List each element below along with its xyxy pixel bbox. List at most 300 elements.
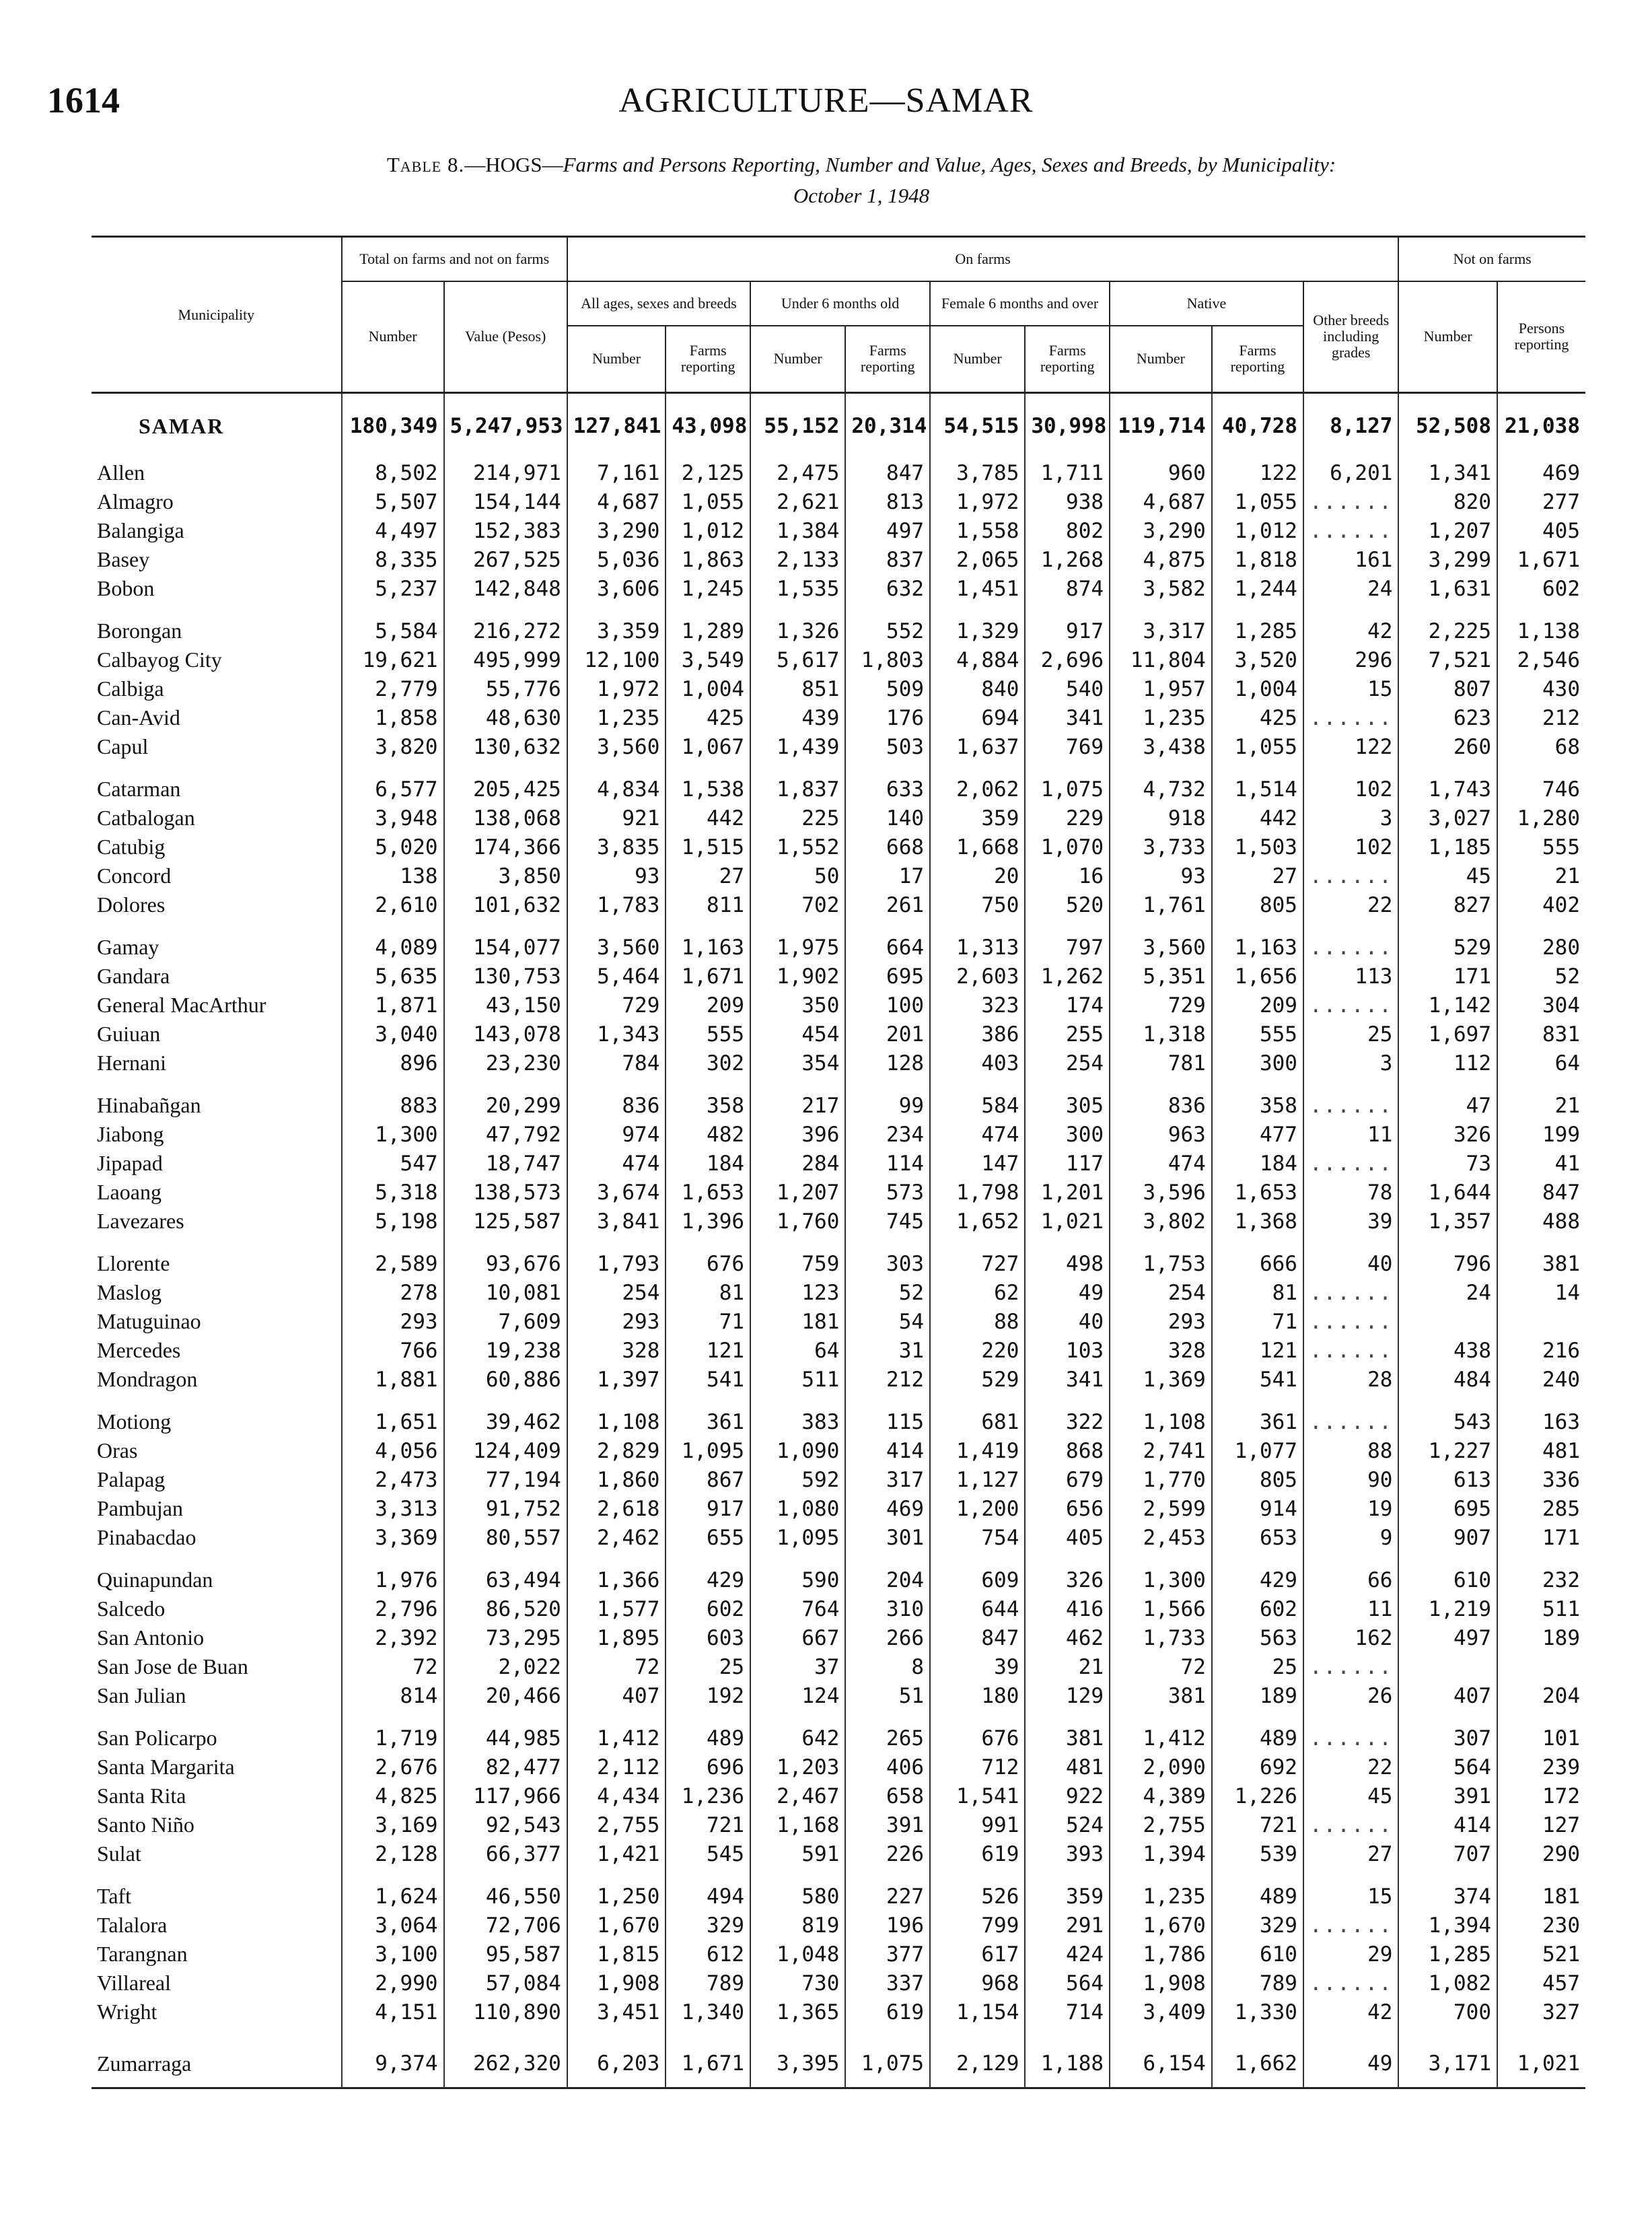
municipality-name: Santa Rita — [92, 1782, 342, 1810]
table-cell: 520 — [1025, 890, 1110, 919]
table-cell: 381 — [1110, 1681, 1212, 1710]
table-cell: 4,687 — [1110, 487, 1212, 516]
table-cell: 25 — [666, 1652, 750, 1681]
table-cell: 1,082 — [1398, 1969, 1497, 1998]
table-cell: 1,815 — [567, 1940, 666, 1969]
table-cell: 386 — [930, 1020, 1025, 1049]
empty-cell — [1398, 1307, 1497, 1336]
blank-cell: ...... — [1303, 1307, 1398, 1336]
table-row — [92, 1020, 1585, 1049]
table-cell: 481 — [1497, 1436, 1585, 1465]
table-cell: 60,886 — [444, 1365, 567, 1394]
table-cell: 430 — [1497, 674, 1585, 703]
table-cell: 497 — [845, 516, 930, 545]
table-cell: 425 — [1212, 703, 1303, 732]
table-cell: 3,520 — [1212, 645, 1303, 674]
table-cell: 3,040 — [342, 1020, 444, 1049]
table-row — [92, 1652, 1585, 1681]
table-cell: 4,687 — [567, 487, 666, 516]
table-cell: 642 — [750, 1710, 845, 1753]
table-cell: 80,557 — [444, 1523, 567, 1552]
table-cell: 28 — [1303, 1365, 1398, 1394]
table-cell: 541 — [666, 1365, 750, 1394]
table-cell: 5,198 — [342, 1207, 444, 1236]
table-cell: 1,021 — [1025, 1207, 1110, 1236]
table-cell: 3,299 — [1398, 545, 1497, 574]
table-cell: 280 — [1497, 919, 1585, 962]
table-cell: 799 — [930, 1911, 1025, 1940]
table-cell: 377 — [845, 1940, 930, 1969]
table-cell: 142,848 — [444, 574, 567, 603]
table-cell: 1,566 — [1110, 1594, 1212, 1623]
table-cell: 1,396 — [666, 1207, 750, 1236]
table-cell: 1,138 — [1497, 603, 1585, 645]
table-cell: 1,671 — [1497, 545, 1585, 574]
table-cell: 15 — [1303, 674, 1398, 703]
table-cell: 1,369 — [1110, 1365, 1212, 1394]
table-cell: 1,313 — [930, 919, 1025, 962]
table-cell: 573 — [845, 1178, 930, 1207]
table-cell: 653 — [1212, 1523, 1303, 1552]
table-cell: 3,395 — [750, 2026, 845, 2088]
table-cell: 229 — [1025, 804, 1110, 833]
table-cell: 50 — [750, 861, 845, 890]
table-cell: 503 — [845, 732, 930, 761]
table-cell: 1,503 — [1212, 833, 1303, 861]
table-cell: 619 — [930, 1839, 1025, 1868]
table-cell: 454 — [750, 1020, 845, 1049]
blank-cell: ...... — [1303, 1149, 1398, 1178]
table-cell: 1,201 — [1025, 1178, 1110, 1207]
blank-cell: ...... — [1303, 1911, 1398, 1940]
table-cell: 5,237 — [342, 574, 444, 603]
table-cell: 2,133 — [750, 545, 845, 574]
table-cell: 784 — [567, 1049, 666, 1078]
table-cell: 381 — [1497, 1236, 1585, 1278]
all-ages-header: All ages, sexes and breeds — [567, 281, 750, 326]
table-cell: 1,289 — [666, 603, 750, 645]
table-cell: 917 — [666, 1494, 750, 1523]
table-cell: 17 — [845, 861, 930, 890]
table-row — [92, 1307, 1585, 1336]
table-cell: 495,999 — [444, 645, 567, 674]
table-cell: 632 — [845, 574, 930, 603]
table-cell: 960 — [1110, 458, 1212, 487]
table-row — [92, 1782, 1585, 1810]
table-cell: 2,990 — [342, 1969, 444, 1998]
table-cell: 172 — [1497, 1782, 1585, 1810]
table-cell: 494 — [666, 1868, 750, 1911]
table-row — [92, 861, 1585, 890]
table-cell: 196 — [845, 1911, 930, 1940]
table-cell: 100 — [845, 991, 930, 1020]
table-cell: 110,890 — [444, 1998, 567, 2026]
municipality-name: SAMAR — [92, 393, 342, 459]
table-cell: 1,250 — [567, 1868, 666, 1911]
table-cell: 1,055 — [666, 487, 750, 516]
table-row — [92, 1494, 1585, 1523]
table-cell: 2,453 — [1110, 1523, 1212, 1552]
table-cell: 991 — [930, 1810, 1025, 1839]
table-cell: 5,020 — [342, 833, 444, 861]
table-cell: 209 — [1212, 991, 1303, 1020]
table-cell: 300 — [1212, 1049, 1303, 1078]
table-cell: 354 — [750, 1049, 845, 1078]
table-cell: 6,203 — [567, 2026, 666, 2088]
table-cell: 789 — [1212, 1969, 1303, 1998]
table-row — [92, 1178, 1585, 1207]
table-cell: 171 — [1497, 1523, 1585, 1552]
table-cell: 545 — [666, 1839, 750, 1868]
table-cell: 361 — [666, 1394, 750, 1436]
table-cell: 140 — [845, 804, 930, 833]
table-cell: 1,881 — [342, 1365, 444, 1394]
table-cell: 2,090 — [1110, 1753, 1212, 1782]
table-cell: 358 — [1212, 1078, 1303, 1120]
table-cell: 290 — [1497, 1839, 1585, 1868]
table-cell: 66 — [1303, 1552, 1398, 1594]
table-cell: 623 — [1398, 703, 1497, 732]
table-cell: 1,075 — [845, 2026, 930, 2088]
total-row — [92, 393, 1585, 459]
table-cell: 2,392 — [342, 1623, 444, 1652]
table-cell: 474 — [567, 1149, 666, 1178]
table-cell: 1,670 — [567, 1911, 666, 1940]
table-cell: 488 — [1497, 1207, 1585, 1236]
table-cell: 484 — [1398, 1365, 1497, 1394]
table-cell: 3,064 — [342, 1911, 444, 1940]
caption-subject: —HOGS— — [464, 153, 563, 176]
municipality-name: Gamay — [92, 919, 342, 962]
table-cell: 18,747 — [444, 1149, 567, 1178]
blank-cell: ...... — [1303, 1810, 1398, 1839]
table-cell: 1,343 — [567, 1020, 666, 1049]
table-cell: 1,226 — [1212, 1782, 1303, 1810]
table-cell: 4,884 — [930, 645, 1025, 674]
municipality-name: Taft — [92, 1868, 342, 1911]
table-cell: 284 — [750, 1149, 845, 1178]
table-cell: 359 — [1025, 1868, 1110, 1911]
table-cell: 584 — [930, 1078, 1025, 1120]
table-cell: 122 — [1303, 732, 1398, 761]
table-cell: 1,285 — [1398, 1940, 1497, 1969]
table-cell: 1,535 — [750, 574, 845, 603]
table-cell: 612 — [666, 1940, 750, 1969]
table-cell: 1,021 — [1497, 2026, 1585, 2088]
table-cell: 81 — [1212, 1278, 1303, 1307]
table-cell: 46,550 — [444, 1868, 567, 1911]
table-cell: 93 — [1110, 861, 1212, 890]
table-cell: 1,863 — [666, 545, 750, 574]
table-cell: 827 — [1398, 890, 1497, 919]
table-cell: 25 — [1212, 1652, 1303, 1681]
table-cell: 171 — [1398, 962, 1497, 991]
table-cell: 1,012 — [666, 516, 750, 545]
table-cell: 2,475 — [750, 458, 845, 487]
table-cell: 729 — [567, 991, 666, 1020]
table-cell: 847 — [845, 458, 930, 487]
table-cell: 52 — [1497, 962, 1585, 991]
table-cell: 619 — [845, 1998, 930, 2026]
female-6-number-header: Number — [930, 326, 1025, 393]
table-row — [92, 1710, 1585, 1753]
table-cell: 633 — [845, 761, 930, 804]
table-cell: 509 — [845, 674, 930, 703]
table-cell: 1,219 — [1398, 1594, 1497, 1623]
table-cell: 1,631 — [1398, 574, 1497, 603]
table-cell: 21 — [1497, 1078, 1585, 1120]
table-cell: 1,451 — [930, 574, 1025, 603]
table-cell: 291 — [1025, 1911, 1110, 1940]
table-cell: 2,796 — [342, 1594, 444, 1623]
table-cell: 907 — [1398, 1523, 1497, 1552]
blank-cell: ...... — [1303, 487, 1398, 516]
table-cell: 702 — [750, 890, 845, 919]
table-cell: 3,027 — [1398, 804, 1497, 833]
table-cell: 609 — [930, 1552, 1025, 1594]
table-cell: 102 — [1303, 833, 1398, 861]
table-cell: 130,753 — [444, 962, 567, 991]
table-row — [92, 1623, 1585, 1652]
table-cell: 3,841 — [567, 1207, 666, 1236]
table-cell: 93 — [567, 861, 666, 890]
blank-cell: ...... — [1303, 703, 1398, 732]
table-cell: 796 — [1398, 1236, 1497, 1278]
table-cell: 11 — [1303, 1594, 1398, 1623]
table-row — [92, 458, 1585, 487]
table-cell: 1,300 — [342, 1120, 444, 1149]
table-cell: 1,012 — [1212, 516, 1303, 545]
table-cell: 8,502 — [342, 458, 444, 487]
blank-cell: ...... — [1303, 1710, 1398, 1753]
table-cell: 1,541 — [930, 1782, 1025, 1810]
table-cell: 86,520 — [444, 1594, 567, 1623]
table-cell: 48,630 — [444, 703, 567, 732]
total-group-header: Total on farms and not on farms — [342, 237, 567, 281]
table-cell: 564 — [1398, 1753, 1497, 1782]
municipality-name: Maslog — [92, 1278, 342, 1307]
table-cell: 225 — [750, 804, 845, 833]
table-cell: 840 — [930, 674, 1025, 703]
table-cell: 814 — [342, 1681, 444, 1710]
municipality-name: Calbayog City — [92, 645, 342, 674]
table-cell: 68 — [1497, 732, 1585, 761]
table-cell: 358 — [666, 1078, 750, 1120]
table-cell: 54 — [845, 1307, 930, 1336]
municipality-name: Basey — [92, 545, 342, 574]
municipality-name: San Policarpo — [92, 1710, 342, 1753]
table-cell: 1,783 — [567, 890, 666, 919]
other-breeds-header: Other breeds including grades — [1303, 281, 1398, 393]
table-cell: 2,676 — [342, 1753, 444, 1782]
table-cell: 20 — [930, 861, 1025, 890]
table-cell: 115 — [845, 1394, 930, 1436]
table-cell: 2,467 — [750, 1782, 845, 1810]
table-cell: 232 — [1497, 1552, 1585, 1594]
table-cell: 406 — [845, 1753, 930, 1782]
table-cell: 265 — [845, 1710, 930, 1753]
table-cell: 529 — [930, 1365, 1025, 1394]
table-cell: 477 — [1212, 1120, 1303, 1149]
caption-label: Table 8. — [386, 153, 465, 176]
table-cell: 489 — [1212, 1710, 1303, 1753]
table-cell: 29 — [1303, 1940, 1398, 1969]
municipality-name: Palapag — [92, 1465, 342, 1494]
caption-date: October 1, 1948 — [793, 184, 930, 207]
table-cell: 836 — [567, 1078, 666, 1120]
table-cell: 174 — [1025, 991, 1110, 1020]
table-cell: 78 — [1303, 1178, 1398, 1207]
table-cell: 77,194 — [444, 1465, 567, 1494]
table-cell: 867 — [666, 1465, 750, 1494]
table-cell: 700 — [1398, 1998, 1497, 2026]
table-cell: 714 — [1025, 1998, 1110, 2026]
municipality-name: Capul — [92, 732, 342, 761]
table-cell: 9,374 — [342, 2026, 444, 2088]
table-cell: 124,409 — [444, 1436, 567, 1465]
table-cell: 391 — [1398, 1782, 1497, 1810]
table-cell: 204 — [845, 1552, 930, 1594]
table-row — [92, 1120, 1585, 1149]
table-cell: 1,760 — [750, 1207, 845, 1236]
blank-cell: ...... — [1303, 1394, 1398, 1436]
table-cell: 230 — [1497, 1911, 1585, 1940]
table-cell: 721 — [1212, 1810, 1303, 1839]
table-cell: 307 — [1398, 1710, 1497, 1753]
table-row — [92, 732, 1585, 761]
table-cell: 383 — [750, 1394, 845, 1436]
table-cell: 917 — [1025, 603, 1110, 645]
table-cell: 11,804 — [1110, 645, 1212, 674]
table-cell: 7,521 — [1398, 645, 1497, 674]
female-6-farms-header: Farms reporting — [1025, 326, 1110, 393]
table-cell: 19 — [1303, 1494, 1398, 1523]
table-cell: 2,741 — [1110, 1436, 1212, 1465]
table-cell: 1,538 — [666, 761, 750, 804]
table-cell: 5,584 — [342, 603, 444, 645]
table-cell: 11 — [1303, 1120, 1398, 1149]
table-cell: 305 — [1025, 1078, 1110, 1120]
table-cell: 25 — [1303, 1020, 1398, 1049]
table-cell: 694 — [930, 703, 1025, 732]
municipality-name: Hinabañgan — [92, 1078, 342, 1120]
table-cell: 847 — [930, 1623, 1025, 1652]
table-cell: 255 — [1025, 1020, 1110, 1049]
table-cell: 5,464 — [567, 962, 666, 991]
table-cell: 511 — [1497, 1594, 1585, 1623]
table-cell: 296 — [1303, 645, 1398, 674]
table-cell: 1,421 — [567, 1839, 666, 1868]
table-cell: 129 — [1025, 1681, 1110, 1710]
under-6-months-header: Under 6 months old — [750, 281, 930, 326]
table-cell: 462 — [1025, 1623, 1110, 1652]
table-cell: 8,335 — [342, 545, 444, 574]
municipality-name: Bobon — [92, 574, 342, 603]
table-cell: 797 — [1025, 919, 1110, 962]
table-cell: 71 — [666, 1307, 750, 1336]
table-cell: 152,383 — [444, 516, 567, 545]
table-cell: 750 — [930, 890, 1025, 919]
table-cell: 540 — [1025, 674, 1110, 703]
municipality-name: Allen — [92, 458, 342, 487]
table-row — [92, 574, 1585, 603]
table-cell: 524 — [1025, 1810, 1110, 1839]
table-cell: 644 — [930, 1594, 1025, 1623]
table-cell: 968 — [930, 1969, 1025, 1998]
table-cell: 655 — [666, 1523, 750, 1552]
table-row — [92, 761, 1585, 804]
municipality-name: Catubig — [92, 833, 342, 861]
table-cell: 482 — [666, 1120, 750, 1149]
table-cell: 181 — [1497, 1868, 1585, 1911]
table-row — [92, 1078, 1585, 1120]
table-cell: 1,793 — [567, 1236, 666, 1278]
table-cell: 49 — [1025, 1278, 1110, 1307]
table-cell: 1,412 — [1110, 1710, 1212, 1753]
table-cell: 1,668 — [930, 833, 1025, 861]
table-cell: 497 — [1398, 1623, 1497, 1652]
table-cell: 695 — [845, 962, 930, 991]
table-cell: 16 — [1025, 861, 1110, 890]
table-cell: 3 — [1303, 1049, 1398, 1078]
table-cell: 329 — [666, 1911, 750, 1940]
municipality-name: Mercedes — [92, 1336, 342, 1365]
municipality-name: Lavezares — [92, 1207, 342, 1236]
table-cell: 664 — [845, 919, 930, 962]
table-cell: 47,792 — [444, 1120, 567, 1149]
table-cell: 3,733 — [1110, 833, 1212, 861]
table-cell: 1,786 — [1110, 1940, 1212, 1969]
table-cell: 429 — [1212, 1552, 1303, 1594]
table-cell: 3,313 — [342, 1494, 444, 1523]
table-row — [92, 1365, 1585, 1394]
table-cell: 617 — [930, 1940, 1025, 1969]
table-cell: 42 — [1303, 603, 1398, 645]
table-cell: 10,081 — [444, 1278, 567, 1307]
table-cell: 5,351 — [1110, 962, 1212, 991]
table-cell: 1,895 — [567, 1623, 666, 1652]
table-cell: 805 — [1212, 1465, 1303, 1494]
table-cell: 1,055 — [1212, 732, 1303, 761]
table-cell: 696 — [666, 1753, 750, 1782]
table-cell: 49 — [1303, 2026, 1398, 2088]
table-cell: 21 — [1497, 861, 1585, 890]
table-cell: 212 — [1497, 703, 1585, 732]
table-cell: 3,948 — [342, 804, 444, 833]
total-value-header: Value (Pesos) — [444, 281, 567, 393]
table-row — [92, 703, 1585, 732]
table-cell: 781 — [1110, 1049, 1212, 1078]
table-cell: 498 — [1025, 1236, 1110, 1278]
table-cell: 3,596 — [1110, 1178, 1212, 1207]
table-cell: 563 — [1212, 1623, 1303, 1652]
table-cell: 1,860 — [567, 1465, 666, 1494]
table-cell: 837 — [845, 545, 930, 574]
table-cell: 1,329 — [930, 603, 1025, 645]
table-cell: 326 — [1398, 1120, 1497, 1149]
table-cell: 323 — [930, 991, 1025, 1020]
municipality-name: Borongan — [92, 603, 342, 645]
table-cell: 730 — [750, 1969, 845, 1998]
table-cell: 1,366 — [567, 1552, 666, 1594]
table-cell: 6,201 — [1303, 458, 1398, 487]
table-cell: 27 — [666, 861, 750, 890]
table-cell: 71 — [1212, 1307, 1303, 1336]
table-row — [92, 2026, 1585, 2088]
municipality-name: Jipapad — [92, 1149, 342, 1178]
table-cell: 2,065 — [930, 545, 1025, 574]
table-cell: 1,341 — [1398, 458, 1497, 487]
